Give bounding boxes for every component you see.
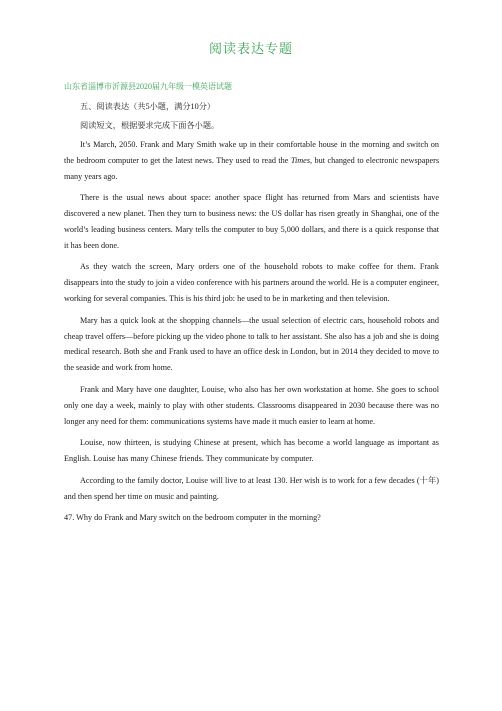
question-47: 47. Why do Frank and Mary switch on the bedroom computer in the morning? bbox=[64, 513, 321, 522]
paragraph-2: There is the usual news about space: another space flight has returned from Mars and scientists have discovered a new planet. Then they turn to business news: the US dollar has risen greatly in Shanghai, one of the world’s leading business centers. Mary tells the computer to buy 5,000 dollars, and there is a quick response that it has been done. bbox=[64, 193, 439, 250]
paragraph-1 bbox=[64, 137, 439, 185]
section-heading: 五、阅读表达（共5小题，满分10分） bbox=[80, 102, 216, 111]
document-body bbox=[64, 99, 439, 532]
document-source: 山东省淄博市沂源县2020届九年级一模英语试题 bbox=[64, 82, 232, 91]
paragraph-1-italic: Times bbox=[290, 155, 310, 165]
instruction-text: 阅读短文，根据要求完成下面各小题。 bbox=[80, 120, 220, 130]
paragraph-6: Louise, now thirteen, is studying Chinese at present, which has become a world language as important as English. Louise has many Chinese friends. They communicate by computer. bbox=[64, 438, 439, 464]
paragraph-4: Mary has a quick look at the shopping channels—the usual selection of electric cars, household robots and cheap travel offers—before picking up the video phone to talk to her assistant. She also has a job and she is doing medical research. Both she and Frank used to have an office desk in London, but in 2014 they decided to move to the seaside and work from home. bbox=[64, 315, 439, 373]
paragraph-7: According to the family doctor, Louise will live to at least 130. Her wish is to work for a few decades (十年) and then spend her time on music and painting. bbox=[64, 475, 439, 501]
paragraph-5: Frank and Mary have one daughter, Louise, who also has her own workstation at home. She goes to school only one day a week, mainly to play with other students. Classrooms disappeared in 2030 because there was no longer any need for them: communications systems have made it much easier to learn at home. bbox=[64, 384, 439, 426]
paragraph-1-part-b: , but changed to electronic newspapers many years ago. bbox=[64, 155, 440, 181]
document-title: 阅读表达专题 bbox=[208, 41, 293, 56]
paragraph-3: As they watch the screen, Mary orders one of the household robots to make coffee for them. Frank disappears into the study to join a video conference with his partners around the world. He is a computer engineer, working for several companies. This is his third job: he used to be in marketing and then television. bbox=[64, 262, 439, 304]
paragraph-1-part-a: It’s March, 2050. Frank and Mary Smith wake up in their comfortable house in the morning and switch on the bedroom computer to get the latest news. They used to read the bbox=[64, 139, 439, 165]
